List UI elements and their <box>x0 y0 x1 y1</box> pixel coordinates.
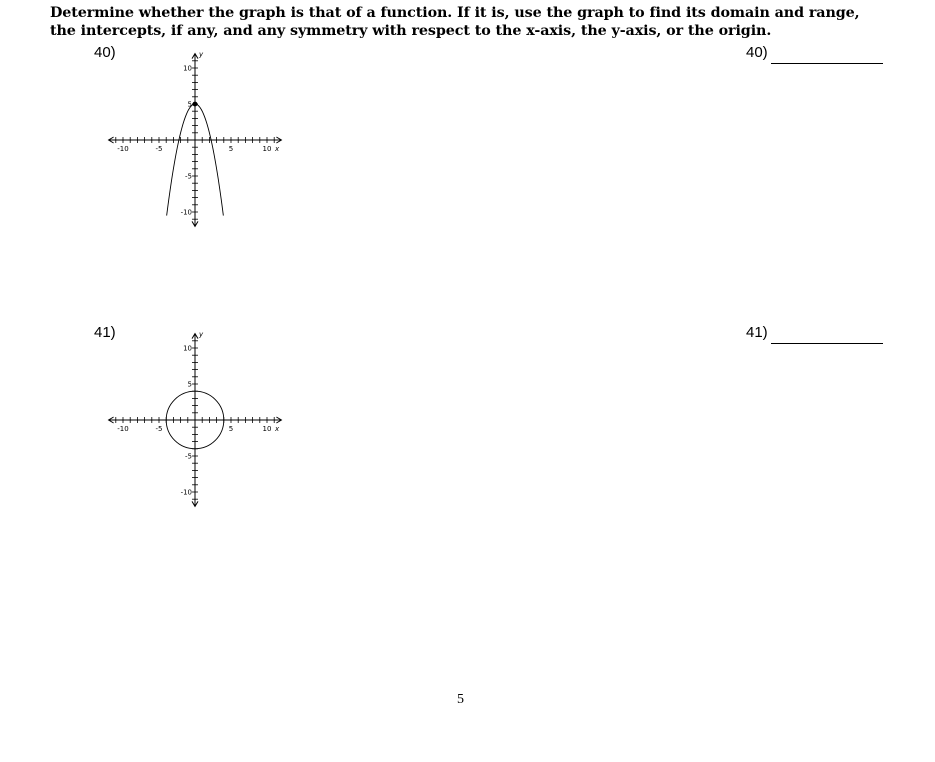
problem-number-40: 40) <box>94 44 116 61</box>
x-tick-label: -5 <box>155 145 163 153</box>
graph-41 <box>105 330 285 512</box>
answer-label-41: 41) <box>746 324 768 341</box>
y-tick-label: 5 <box>187 100 192 109</box>
y-tick-label: -5 <box>185 452 192 461</box>
y-tick-label: 10 <box>183 64 192 73</box>
page-number: 5 <box>457 692 464 707</box>
x-axis-label: x <box>275 145 280 153</box>
instructions: Determine whether the graph is that of a function. If it is, use the graph to find its domain and range, the intercepts, if any, and any symmetry with respect to the x-axis, the y-axis, or the origin. <box>50 5 860 39</box>
y-tick-label: -10 <box>180 488 192 497</box>
y-axis-label: y <box>199 330 204 339</box>
x-tick-label: 10 <box>262 425 272 433</box>
y-tick-label: 10 <box>183 344 192 353</box>
y-tick-label: 5 <box>187 380 192 389</box>
x-tick-label: 5 <box>228 425 234 433</box>
x-tick-label: 10 <box>262 145 272 153</box>
y-axis-label: y <box>199 50 204 59</box>
x-tick-label: 5 <box>228 145 234 153</box>
graph-40 <box>105 50 285 232</box>
x-tick-label: -10 <box>117 145 129 153</box>
answer-line-40[interactable] <box>771 63 883 64</box>
x-axis-label: x <box>275 425 280 433</box>
y-tick-label: -10 <box>180 208 192 217</box>
y-tick-label: -5 <box>185 172 192 181</box>
vertex-point <box>193 102 198 107</box>
answer-label-40: 40) <box>746 44 768 61</box>
x-tick-label: -10 <box>117 425 129 433</box>
x-tick-label: -5 <box>155 425 163 433</box>
problem-number-41: 41) <box>94 324 116 341</box>
answer-line-41[interactable] <box>771 343 883 344</box>
